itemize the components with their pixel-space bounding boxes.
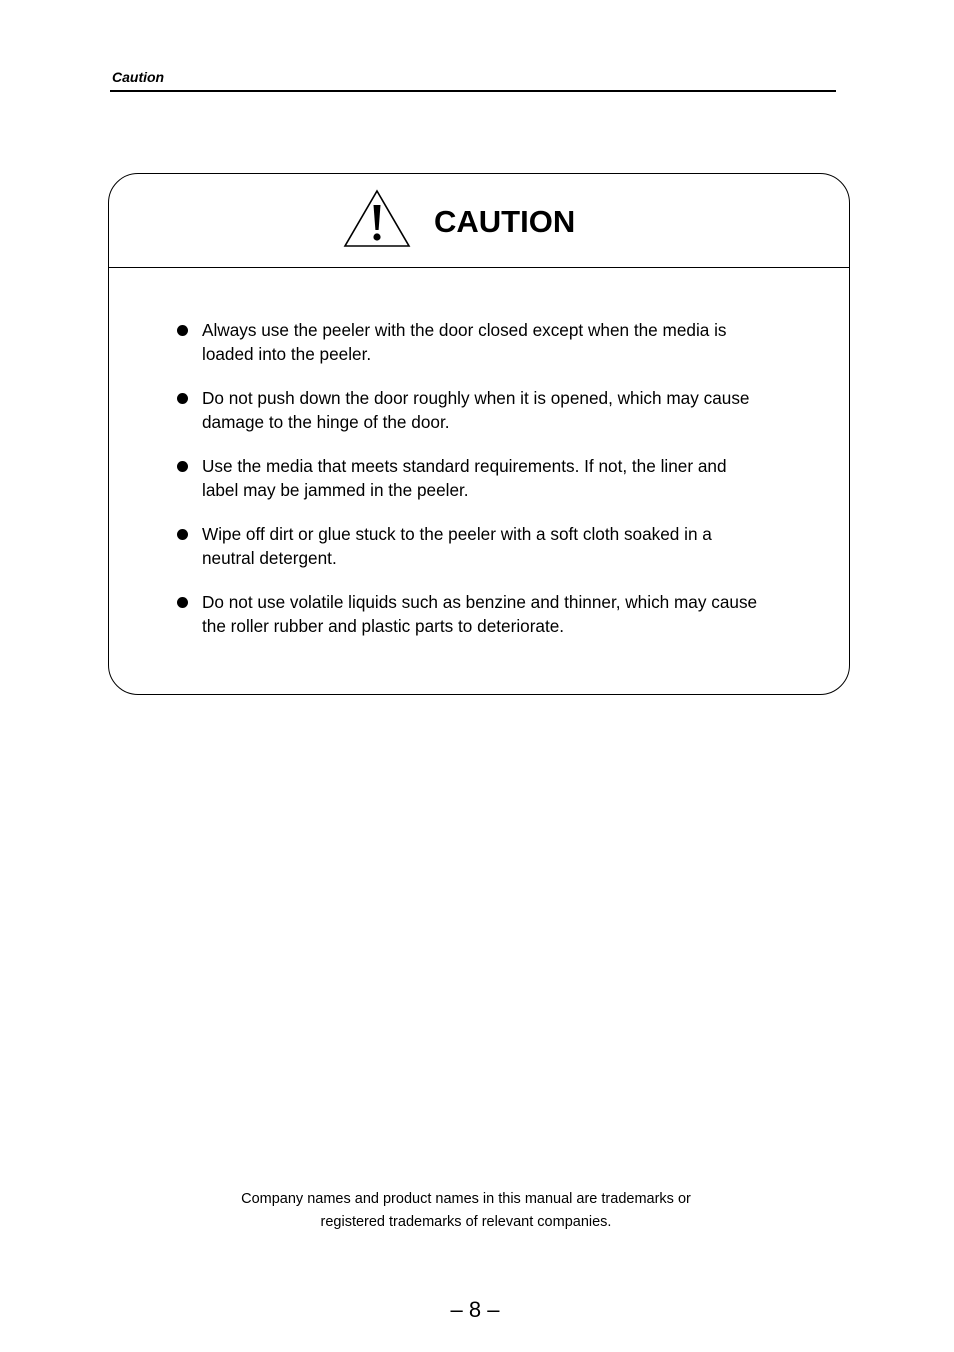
list-item <box>109 318 762 366</box>
trademark-note <box>0 1188 932 1234</box>
list-item-text: Do not use volatile liquids such as benzine and thinner, which may cause the roller rubber and plastic parts to deteriorate. <box>202 592 758 636</box>
caution-list <box>109 318 849 658</box>
list-item <box>109 386 762 434</box>
list-item <box>109 522 762 570</box>
caution-header <box>109 174 849 268</box>
caution-box <box>108 173 850 695</box>
list-item-text: Wipe off dirt or glue stuck to the peeler with a soft cloth soaked in a neutral detergent. <box>202 524 712 568</box>
warning-triangle-icon <box>343 189 411 249</box>
header-rule <box>110 90 836 92</box>
bullet-icon <box>177 461 188 472</box>
list-item <box>109 454 762 502</box>
bullet-icon <box>177 529 188 540</box>
list-item-text: Always use the peeler with the door closed except when the media is loaded into the peeler. <box>202 320 727 364</box>
caution-title: CAUTION <box>434 204 576 239</box>
trademark-line: Company names and product names in this manual are trademarks or <box>241 1191 691 1207</box>
bullet-icon <box>177 393 188 404</box>
list-item <box>109 590 762 638</box>
list-item-text: Use the media that meets standard requirements. If not, the liner and label may be jammed in the peeler. <box>202 456 727 500</box>
page-number: – 8 – <box>450 1297 500 1322</box>
running-header: Caution <box>112 69 165 85</box>
trademark-line: registered trademarks of relevant companies. <box>320 1214 612 1230</box>
bullet-icon <box>177 325 188 336</box>
bullet-icon <box>177 597 188 608</box>
list-item-text: Do not push down the door roughly when it is opened, which may cause damage to the hinge of the door. <box>202 388 750 432</box>
